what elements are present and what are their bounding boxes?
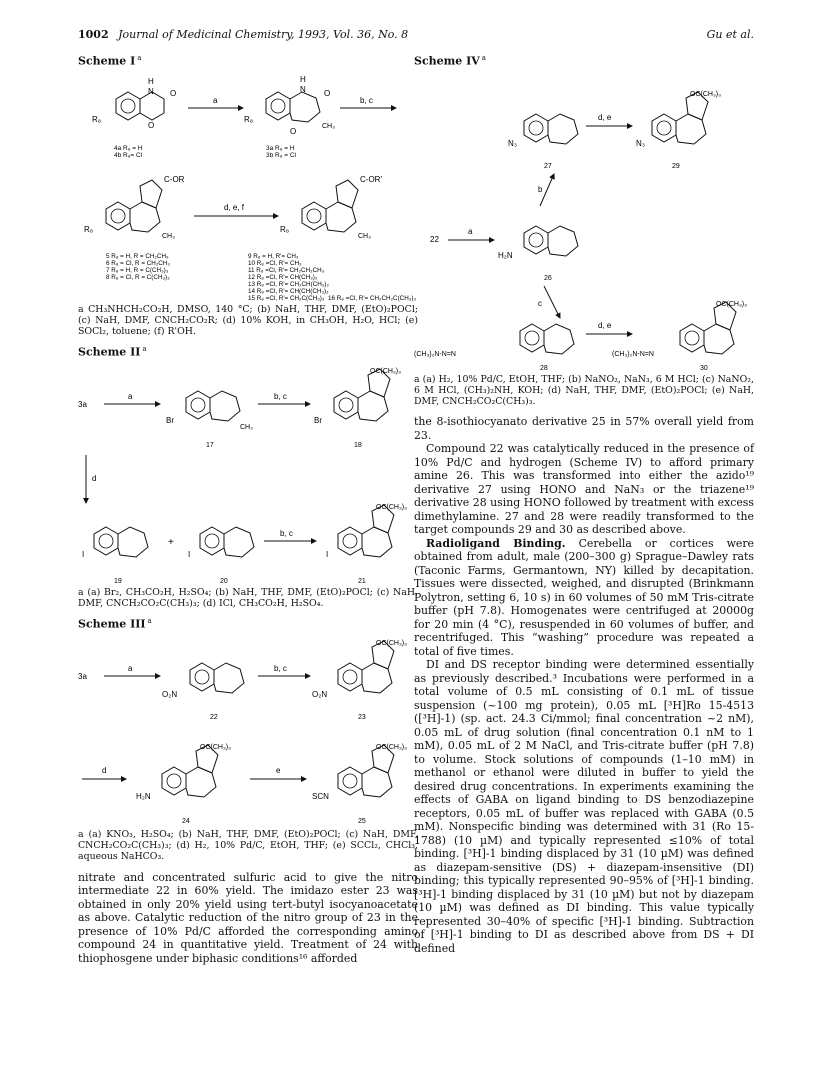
scheme4-figure	[414, 70, 754, 372]
s4-arrow-c	[544, 286, 560, 318]
s3-O2N-23: O₂N	[312, 689, 328, 699]
labels-3b: 3b R₈ = Cl	[266, 151, 296, 159]
labels-16: 16 R₈ =Cl, R'= CH₂CH₂C(CH₃)₃	[328, 294, 417, 302]
right-paragraph-3-text: Cerebella or cortices were obtained from adult, male (200–300 g) Sprague–Dawley rats (Taconic Farms, Germantown, NY) killed by decapitation. Tissues were dissected, weighed, and disrupted (Brinkmann Polytron, setting 6, 10 s) in 60 volumes of 50 mM Tris-citrate buffer (pH 7.8). Homogenates were centrifuged at 20000g for 20 min (4 °C), resuspended in 60 volumes of buffer, and recentrifuged. This “washing” procedure was repeated a total of five times.	[414, 536, 754, 658]
compound-20	[200, 527, 254, 557]
s4-num-27: 27	[544, 162, 552, 170]
scheme2-drawing	[78, 361, 418, 585]
s4-ester-29: OC(CH₃)₃	[690, 90, 721, 98]
compound-19	[94, 527, 148, 557]
scheme3-drawing	[78, 633, 418, 827]
s4-arrow-a-label: a	[468, 226, 473, 236]
arrow-def-s1-label: d, e, f	[224, 202, 245, 212]
scheme2-heading: Scheme II $^a$	[78, 345, 147, 359]
s3-compound-3a: 3a	[78, 671, 87, 681]
scheme3-figure	[78, 633, 418, 827]
scheme4-drawing	[414, 70, 754, 372]
right-paragraph-3	[414, 537, 754, 659]
label-R8-4: R₈	[92, 114, 102, 124]
compound-4	[116, 92, 164, 120]
compound-18	[334, 369, 390, 421]
scheme2-figure	[78, 361, 418, 585]
left-body-text	[78, 871, 418, 966]
s4-NNMe2-28: (CH₃)₂N-N=N	[414, 350, 456, 358]
labels-7: 7 R₈ = H, R = C(CH₃)₃	[106, 266, 169, 274]
compound-3	[266, 92, 320, 122]
compound-27	[524, 114, 578, 144]
compound-24	[162, 745, 218, 797]
label-R8-5: R₈	[84, 224, 94, 234]
label-N-4: N	[148, 86, 154, 96]
s3-ester-23: OC(CH₃)₃	[376, 639, 407, 647]
running-header	[78, 28, 754, 41]
s2-CH3-17: CH₃	[240, 423, 253, 431]
compound-30	[680, 302, 736, 354]
labels-9: 9 R₈ = H, R'= CH₃	[248, 252, 299, 260]
s2-arrow-bc2-label: b, c	[280, 528, 293, 538]
compound-25	[338, 745, 394, 797]
labels-10: 10 R₈ =Cl, R'= CH₃	[248, 259, 302, 267]
label-R8-3: R₈	[244, 114, 254, 124]
s3-arrow-a-label: a	[128, 663, 133, 673]
right-column	[414, 50, 754, 955]
s2-I-20: I	[188, 549, 191, 559]
s4-N3-29: N₃	[636, 138, 646, 148]
s2-compound-3a: 3a	[78, 399, 87, 409]
labels-14: 14 R₈ =Cl, R'= CH(CH(CH₃)₂	[248, 287, 329, 295]
label-ester-9: C-OR'	[360, 174, 382, 184]
scheme1-caption: a CH₃NHCH₂CO₂H, DMSO, 140 °C; (b) NaH, THF, DMF, (EtO)₂POCl; (c) NaH, DMF, CNCH₂CO₂R; (d) 10% KOH, in CH₃OH, H₂O, HCl; (e) SOCl₂, toluene; (f) R'OH.	[78, 303, 418, 338]
labels-8: 8 R₈ = Cl, R = C(CH₃)₃	[106, 273, 170, 281]
s2-arrow-d-label: d	[92, 473, 97, 483]
s3-O2N-22: O₂N	[162, 689, 178, 699]
s2-arrow-a-label: a	[128, 391, 133, 401]
compound-26	[524, 226, 578, 256]
label-N-3: N	[300, 84, 306, 94]
s4-num-26: 26	[544, 274, 552, 282]
s2-ester-18: OC(CH₃)₃	[370, 367, 401, 375]
compound-22	[190, 663, 244, 693]
s2-Br-17: Br	[166, 415, 174, 425]
right-paragraph-4: DI and DS receptor binding were determined essentially as previously described.³ Incubations were performed in a total volume of 0.5 mL consisting of 0.1 mL of tissue suspension (~100 mg protein), 0.05 mL [³H]Ro 15-4513 ([³H]-1) (sp. act. 24.3 Ci/mmol; final concentration ~2 nM), 0.05 mL of drug solution (final concentration 0.1 nM to 1 mM), 0.05 mL of 2 M NaCl, and Tris-citrate buffer (pH 7.8) to volume. Stock solutions of compounds (1–10 mM) in methanol or ethanol were diluted in buffer to yield the desired drug concentrations. In experiments examining the effects of GABA on ligand binding to DS benzodiazepine receptors, 0.05 mL of buffer was replaced with GABA (0.5 mM). Nonspecific binding was determined with 31 (Ro 15-1788) (10 µM) and typically represented ≤10% of total binding. [³H]-1 binding displaced by 31 (10 µM) was defined as diazepam-sensitive (DS) + diazepam-insensitive (DI) binding; this typically represented 90–95% of [³H]-1 binding. [³H]-1 binding displaced by 31 (10 µM) but not by diazepam (10 µM) was defined as DI binding. This value typically represented 30–40% of specific [³H]-1 binding. Subtraction of [³H]-1 binding to DI as described above from DS + DI defined	[414, 658, 754, 955]
s3-ester-25: OC(CH₃)₃	[376, 743, 407, 751]
s2-num-20: 20	[220, 577, 228, 585]
section-runin-radioligand: Radioligand Binding.	[426, 536, 566, 550]
compound-21	[338, 505, 394, 557]
label-ester-5: C-OR	[164, 174, 185, 184]
label-R8-9: R₈	[280, 224, 290, 234]
labels-6: 6 R₈ = Cl, R = CH₂CH₃	[106, 259, 170, 267]
s4-num-29: 29	[672, 162, 680, 170]
s2-arrow-bc-label: b, c	[274, 391, 287, 401]
s3-ester-24: OC(CH₃)₃	[200, 743, 231, 751]
labels-15: 15 R₈ =Cl, R'= CH₂C(CH₃)₃	[248, 294, 325, 302]
label-CH3-5: CH₃	[162, 232, 175, 240]
label-H-3: H	[300, 74, 306, 84]
right-body-text	[414, 415, 754, 955]
s3-SCN-25: SCN	[312, 791, 329, 801]
s2-num-19: 19	[114, 577, 122, 585]
s4-arrow-de2-label: d, e	[598, 320, 612, 330]
arrow-bc-s1-label: b, c	[360, 95, 373, 105]
compound-29	[652, 92, 708, 144]
s4-H2N-26: H₂N	[498, 250, 513, 260]
s2-num-18: 18	[354, 441, 362, 449]
s2-plus: +	[168, 536, 174, 548]
labels-12: 12 R₈ =Cl, R'= CH(CH₃)₂	[248, 273, 318, 281]
labels-4a: 4a R₈ = H	[114, 144, 143, 152]
label-O-3b: O	[290, 126, 297, 136]
s3-num-25: 25	[358, 817, 366, 825]
scheme1-heading: Scheme I $^a$	[78, 54, 142, 68]
s3-arrow-e-label: e	[276, 765, 281, 775]
compound-9	[302, 180, 358, 232]
s2-num-17: 17	[206, 441, 214, 449]
s3-num-23: 23	[358, 713, 366, 721]
s3-num-22: 22	[210, 713, 218, 721]
s2-num-21: 21	[358, 577, 366, 585]
s2-Br-18: Br	[314, 415, 322, 425]
s3-arrow-bc-label: b, c	[274, 663, 287, 673]
compound-5	[106, 180, 162, 232]
s2-I-19: I	[82, 549, 85, 559]
s4-ester-30: OC(CH₃)₃	[716, 300, 747, 308]
s2-ester-21: OC(CH₃)₃	[376, 503, 407, 511]
s4-compound-22: 22	[430, 234, 439, 244]
s4-NNMe2-30: (CH₃)₂N-N=N	[612, 350, 654, 358]
left-column	[78, 50, 418, 965]
scheme1-figure	[78, 70, 418, 302]
compound-23	[338, 641, 394, 693]
s2-I-21: I	[326, 549, 329, 559]
s3-arrow-d-label: d	[102, 765, 107, 775]
label-O-4: O	[170, 88, 177, 98]
label-CH3-3: CH₃	[322, 122, 335, 130]
labels-4b: 4b R₈= Cl	[114, 151, 143, 159]
labels-5: 5 R₈ = H, R = CH₂CH₃	[106, 252, 169, 260]
s4-num-30: 30	[700, 364, 708, 372]
left-paragraph: nitrate and concentrated sulfuric acid to give the nitro intermediate 22 in 60% yield. The imidazo ester 23 was obtained in only 20% yield using tert-butyl isocyanoacetate as above. Catalytic reduction of the nitro group of 23 in the presence of 10% Pd/C afforded the corresponding amino compound 24 in quantitative yield. Treatment of 24 with thiophosgene under biphasic conditions¹⁶ afforded	[78, 870, 418, 965]
label-H-4: H	[148, 76, 154, 86]
labels-11: 11 R₈ =Cl, R'= CH₂CH₂CH₃	[248, 266, 325, 274]
labels-13: 13 R₈ =Cl, R'= CH₂CH(CH₃)₂	[248, 280, 329, 288]
scheme1-drawing	[78, 70, 418, 302]
s3-num-24: 24	[182, 817, 190, 825]
journal-citation: Journal of Medicinal Chemistry, 1993, Vol. 36, No. 8	[118, 28, 409, 41]
s3-H2N-24: H₂N	[136, 791, 151, 801]
s4-N3-27: N₃	[508, 138, 518, 148]
s4-arrow-c-label: c	[538, 298, 542, 308]
s4-arrow-b-label: b	[538, 184, 543, 194]
scheme3-caption: a (a) KNO₃, H₂SO₄; (b) NaH, THF, DMF, (EtO)₂POCl; (c) NaH, DMF, CNCH₂CO₂C(CH₃)₃; (d) H₂, 10% Pd/C, EtOH, THF; (e) SCCl₂, CHCl₃, aqueous NaHCO₃.	[78, 828, 418, 863]
running-authors: Gu et al.	[706, 28, 754, 41]
label-CH3-9: CH₃	[358, 232, 371, 240]
s4-arrow-de-label: d, e	[598, 112, 612, 122]
compound-17	[186, 391, 240, 421]
scheme4-caption: a (a) H₂, 10% Pd/C, EtOH, THF; (b) NaNO₂, NaN₃, 6 M HCl; (c) NaNO₂, 6 M HCl, (CH₃)₂NH, KOH; (d) NaH, THF, DMF, (EtO)₂POCl; (e) NaH, DMF, CNCH₂CO₂C(CH₃)₃.	[414, 373, 754, 408]
arrow-a-s1-label: a	[213, 95, 218, 105]
scheme2-caption: a (a) Br₂, CH₃CO₂H, H₂SO₄; (b) NaH, THF, DMF, (EtO)₂POCl; (c) NaH, DMF, CNCH₂CO₂C(CH₃)₃; (d) ICl, CH₃CO₂H, H₂SO₄.	[78, 586, 418, 610]
right-paragraph-1: the 8-isothiocyanato derivative 25 in 57% overall yield from 23.	[414, 415, 754, 442]
label-O-4b: O	[148, 120, 155, 130]
compound-28	[520, 324, 574, 354]
page-number: 1002	[78, 28, 109, 41]
scheme3-heading: Scheme III $^a$	[78, 617, 152, 631]
labels-3a: 3a R₈ = H	[266, 144, 295, 152]
scheme4-heading: Scheme IV $^a$	[414, 54, 486, 68]
label-O-3: O	[324, 88, 331, 98]
s4-num-28: 28	[540, 364, 548, 372]
right-paragraph-2: Compound 22 was catalytically reduced in the presence of 10% Pd/C and hydrogen (Scheme IV) to afford primary amine 26. This was transformed into either the azido¹⁹ derivative 27 using HONO and NaN₃ or the triazene¹⁹ derivative 28 using HONO followed by treatment with excess dimethylamine. 27 and 28 were readily transformed to the target compounds 29 and 30 as described above.	[414, 442, 754, 537]
